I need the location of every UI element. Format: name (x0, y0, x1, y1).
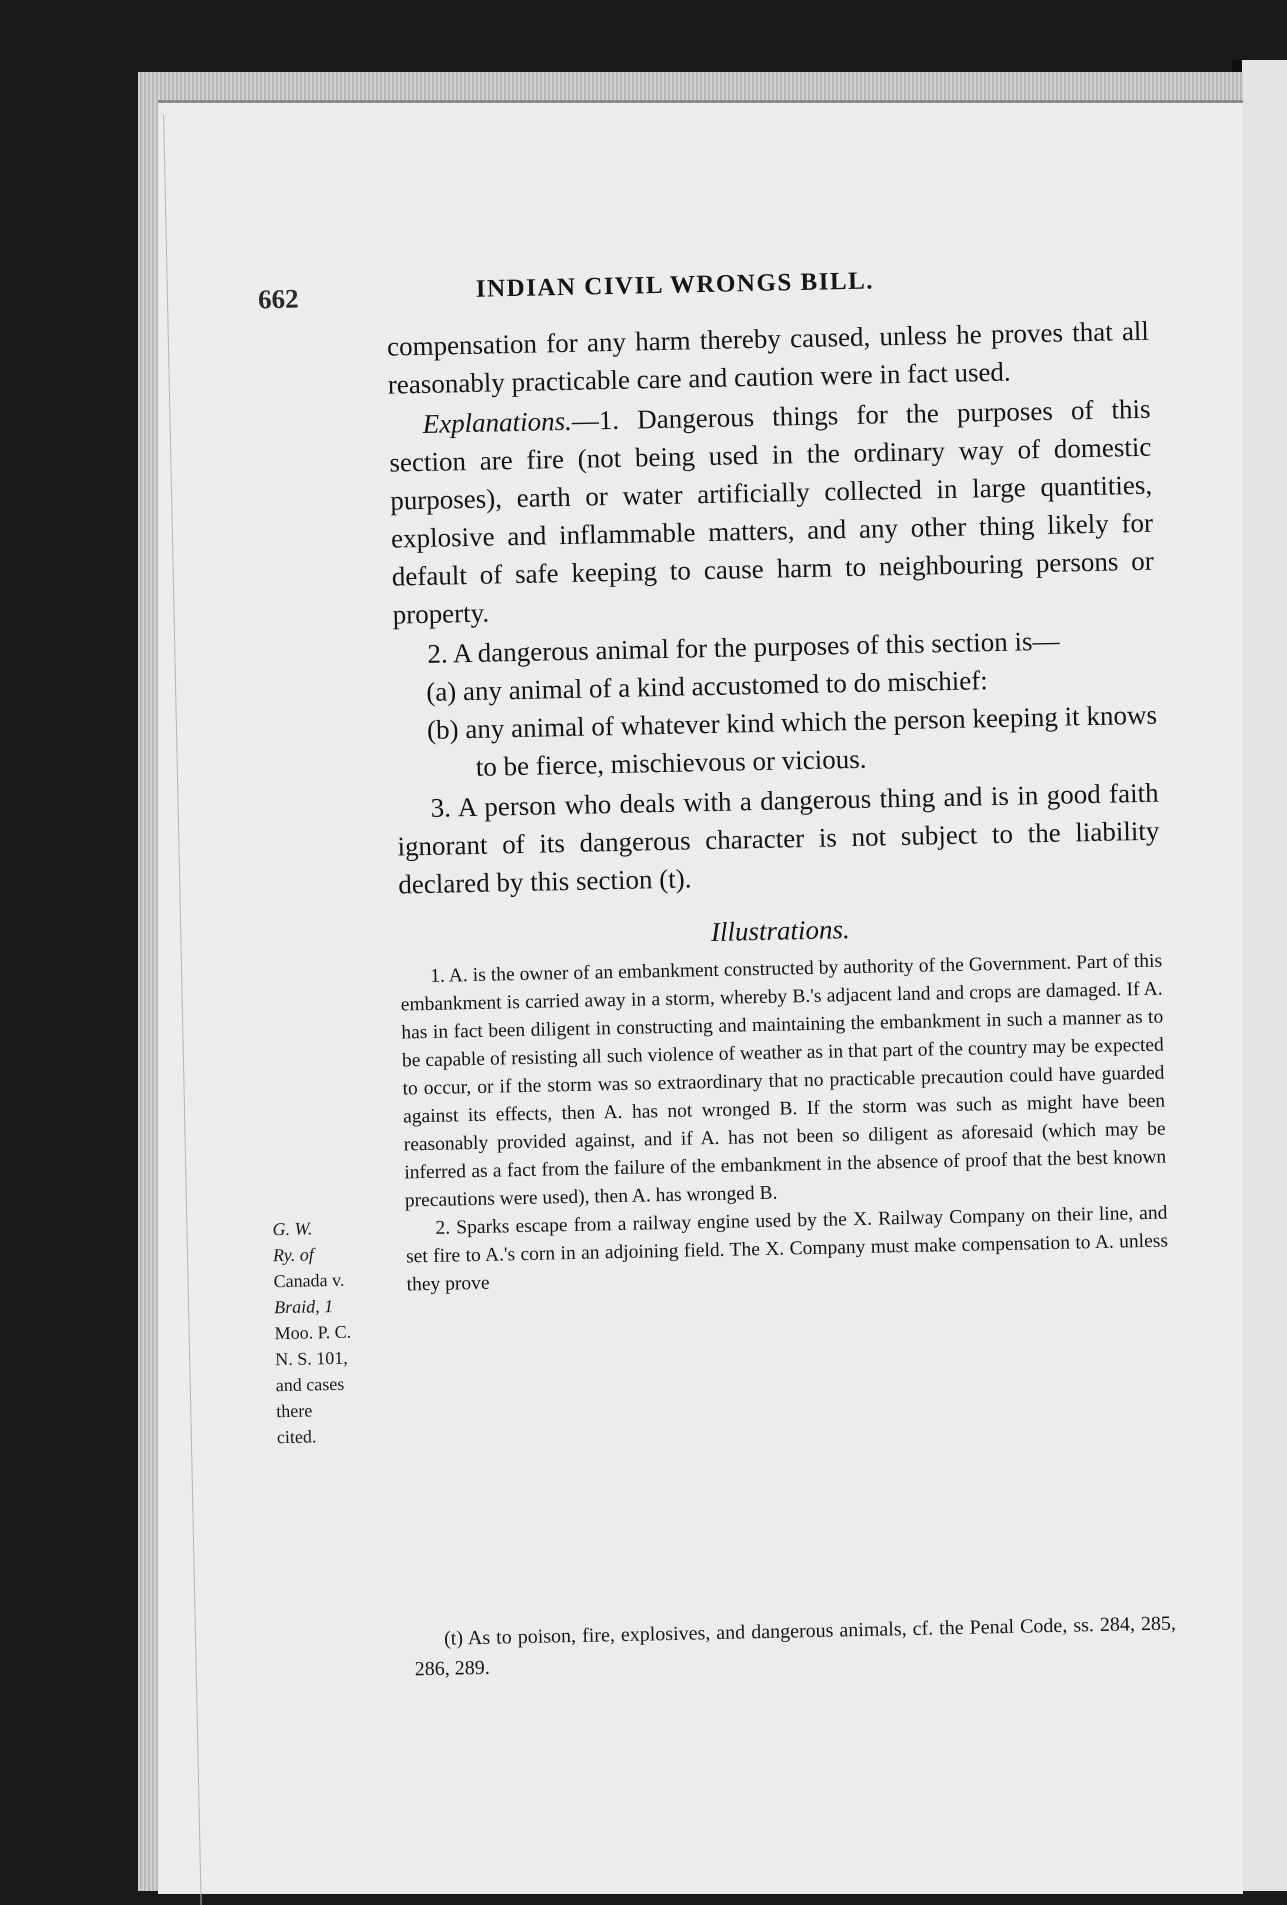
explanation-2-item-a: (a) any animal of a kind accustomed to do mischief: (425, 665, 989, 707)
page-number: 662 (257, 283, 299, 315)
illustrations-block (400, 948, 1169, 1300)
citation-line: N. S. 101, (275, 1347, 348, 1370)
book-page (158, 100, 1243, 1894)
citation-line: cited. (276, 1426, 317, 1448)
margin-citation (272, 1214, 397, 1450)
explanation-1-text: —1. Dangerous things for the purposes of this section are fire (not being used in the ordinary way of domestic purposes), earth or water artificially collected in large quantities, explosive and inflammable matters, and any other thing likely for default of safe keeping to cause harm to neighbouring persons or property. (389, 393, 1154, 630)
citation-line: and cases (275, 1373, 345, 1396)
citation-line: Moo. P. C. (274, 1321, 352, 1344)
illustration-1: 1. A. is the owner of an embankment constructed by authority of the Government. Part of this embankment is carried away in a storm, whereby B.'s adjacent land and crops are damaged. If A. has in fact been diligent in constructing and maintaining the embankment in such a manner as to be capable of resisting all such violence of weather as in that part of the country may be expected to occur, or if the storm was so extraordinary that no practicable precaution could have guarded against its effects, then A. has not wronged B. If the storm was such as might have been reasonably provided against, and if A. has not been so diligent as aforesaid (which may be inferred as a fact from the failure of the embankment in the absence of proof that the best known precautions were used), then A. has wronged B. (400, 950, 1167, 1212)
running-head: INDIAN CIVIL WRONGS BILL. (475, 267, 875, 303)
explanation-1 (388, 390, 1155, 634)
illustration-2: 2. Sparks escape from a railway engine used by the X. Railway Company on their line, and set fire to A.'s corn in an adjoining field. The X. Company must make compensation to A. unless they prove (405, 1202, 1169, 1296)
citation-line: Canada v. (273, 1269, 345, 1292)
page-content (163, 92, 1265, 1905)
explanations-label: Explanations. (422, 405, 573, 439)
explanation-2-intro: 2. A dangerous animal for the purposes of this section is— (427, 625, 1060, 669)
citation-line: there (276, 1400, 313, 1422)
footnote: (t) As to poison, fire, explosives, and dangerous animals, cf. the Penal Code, ss. 284, 285, 286, 289. (414, 1612, 1177, 1681)
citation-line: Braid, 1 (273, 1296, 334, 1318)
main-text (387, 312, 1169, 1300)
paragraph-continuation: compensation for any harm thereby caused, unless he proves that all reasonably practicable care and caution were in fact used. (386, 315, 1150, 400)
page-header (258, 261, 1169, 320)
explanation-2-item-b: (b) any animal of whatever kind which the person keeping it knows to be fierce, mischievous or vicious. (426, 699, 1158, 782)
illustrations-heading: Illustrations. (710, 914, 851, 948)
citation-line: Ry. of (272, 1244, 314, 1266)
citation-line: G. W. (272, 1218, 313, 1240)
explanation-3: 3. A person who deals with a dangerous thing and is in good faith ignorant of its dangerous character is not subject to the liability declared by this section (t). (397, 777, 1160, 900)
